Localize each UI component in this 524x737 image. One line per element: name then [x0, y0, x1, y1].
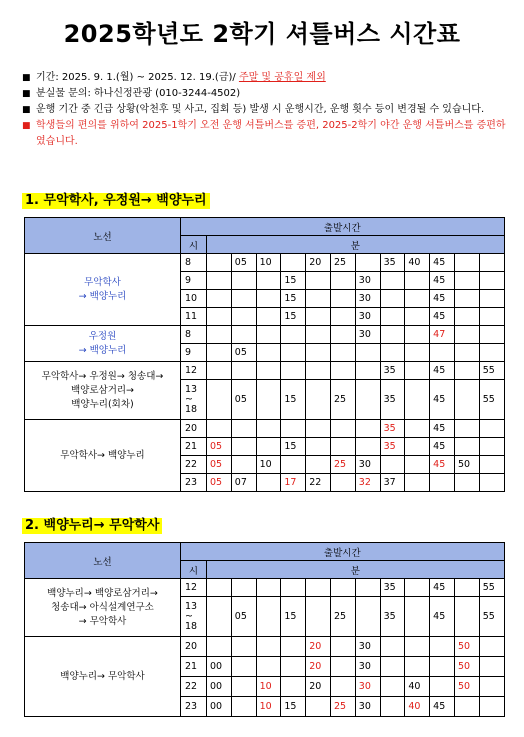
route-line: 무악학사: [84, 276, 121, 288]
minute-cell: [281, 344, 306, 362]
section-title-1: 1. 무악학사, 우정원→ 백양누리: [22, 193, 210, 209]
minute-cell: 37: [380, 474, 405, 492]
minute-cell: 05: [207, 474, 232, 492]
bullet-icon: ■: [22, 105, 31, 115]
minute-cell: [454, 579, 479, 597]
note-text: 학생들의 편의를 위하여 2025-1학기 오전 운행 셔틀버스를 증편, 2025-2학기 야간 운행 셔틀버스를 증편하였습니다.: [36, 120, 506, 147]
minute-cell: [380, 677, 405, 697]
minute-cell: [454, 438, 479, 456]
minute-cell: 45: [430, 290, 455, 308]
minute-cell: 40: [405, 677, 430, 697]
minute-cell: [281, 456, 306, 474]
minute-cell: [330, 420, 355, 438]
minute-cell: [306, 697, 331, 717]
minute-cell: [207, 326, 232, 344]
minute-cell: 22: [306, 474, 331, 492]
hour-cell: 10: [181, 290, 207, 308]
minute-cell: [207, 380, 232, 420]
minute-cell: [231, 697, 256, 717]
minute-cell: 20: [306, 657, 331, 677]
timetable-to-muak: [24, 542, 505, 717]
minute-cell: [281, 362, 306, 380]
minute-cell: [330, 474, 355, 492]
minute-cell: [306, 326, 331, 344]
minute-cell: [405, 380, 430, 420]
table-row: [25, 254, 505, 272]
minute-cell: [256, 597, 281, 637]
minute-cell: 15: [281, 290, 306, 308]
page-title: 2025학년도 2학기 셔틀버스 시간표: [63, 20, 461, 48]
minute-cell: 17: [281, 474, 306, 492]
minute-cell: [380, 308, 405, 326]
minute-cell: 55: [479, 362, 504, 380]
minute-cell: [306, 272, 331, 290]
route-header: 노선: [25, 543, 181, 579]
route-cell: [25, 637, 181, 717]
minute-cell: [207, 637, 232, 657]
hour-cell: 23: [181, 474, 207, 492]
minute-cell: [405, 438, 430, 456]
minute-cell: [405, 597, 430, 637]
minute-header: 분: [207, 236, 505, 254]
minute-cell: 55: [479, 579, 504, 597]
minute-cell: 50: [454, 677, 479, 697]
minute-cell: [231, 657, 256, 677]
minute-cell: [405, 579, 430, 597]
minute-cell: [330, 362, 355, 380]
notes-list: [22, 70, 507, 150]
minute-cell: [256, 438, 281, 456]
bullet-icon: ■: [22, 121, 31, 131]
minute-cell: [231, 438, 256, 456]
note-text: 분실물 문의: 하나신정관광 (010-3244-4502): [36, 88, 241, 99]
note-increase: [22, 118, 507, 150]
hour-cell: 21: [181, 657, 207, 677]
hour-part: 13: [185, 600, 198, 612]
minute-cell: [355, 380, 380, 420]
minute-cell: 45: [430, 579, 455, 597]
minute-cell: [430, 344, 455, 362]
minute-cell: [281, 677, 306, 697]
minute-cell: 05: [231, 344, 256, 362]
minute-cell: [330, 438, 355, 456]
minute-cell: [479, 344, 504, 362]
minute-cell: [355, 579, 380, 597]
minute-cell: 45: [430, 254, 455, 272]
minute-cell: 25: [330, 597, 355, 637]
minute-cell: [330, 344, 355, 362]
minute-cell: [256, 326, 281, 344]
minute-cell: 30: [355, 697, 380, 717]
minute-cell: [479, 420, 504, 438]
minute-cell: 10: [256, 677, 281, 697]
minute-cell: [380, 344, 405, 362]
minute-header: 분: [207, 561, 505, 579]
minute-cell: [256, 579, 281, 597]
minute-cell: [330, 677, 355, 697]
minute-cell: [355, 597, 380, 637]
minute-cell: [380, 290, 405, 308]
minute-cell: [405, 362, 430, 380]
minute-cell: [380, 657, 405, 677]
minute-cell: [330, 308, 355, 326]
minute-cell: [405, 308, 430, 326]
table-row: [25, 420, 505, 438]
minute-cell: [231, 637, 256, 657]
minute-cell: [454, 290, 479, 308]
minute-cell: [207, 254, 232, 272]
minute-cell: 15: [281, 272, 306, 290]
minute-cell: [380, 326, 405, 344]
hour-cell: 22: [181, 456, 207, 474]
minute-cell: [405, 326, 430, 344]
minute-cell: [256, 344, 281, 362]
hour-part: ~: [185, 610, 193, 622]
minute-cell: [306, 380, 331, 420]
route-line: 무악학사→ 우정원→ 청송대→: [41, 370, 164, 382]
hour-cell: 9: [181, 344, 207, 362]
minute-cell: 45: [430, 380, 455, 420]
minute-cell: [330, 579, 355, 597]
minute-cell: [430, 637, 455, 657]
minute-cell: [256, 637, 281, 657]
hour-cell: [181, 597, 207, 637]
minute-cell: 07: [231, 474, 256, 492]
minute-cell: 15: [281, 697, 306, 717]
minute-cell: [231, 362, 256, 380]
minute-cell: [330, 657, 355, 677]
minute-cell: 10: [256, 254, 281, 272]
minute-cell: [207, 579, 232, 597]
minute-cell: [430, 677, 455, 697]
minute-cell: [306, 308, 331, 326]
minute-cell: [306, 420, 331, 438]
minute-cell: [231, 272, 256, 290]
minute-cell: [405, 474, 430, 492]
route-cell: [25, 362, 181, 420]
hour-part: ~: [185, 393, 193, 405]
hour-part: 13: [185, 383, 198, 395]
minute-cell: [231, 579, 256, 597]
hour-cell: 20: [181, 637, 207, 657]
route-cell: [25, 254, 181, 326]
minute-cell: [207, 597, 232, 637]
minute-cell: [430, 657, 455, 677]
hour-cell: 8: [181, 326, 207, 344]
bullet-icon: ■: [22, 89, 31, 99]
minute-cell: [330, 637, 355, 657]
minute-cell: 40: [405, 697, 430, 717]
minute-cell: 20: [306, 637, 331, 657]
route-line: 무악학사→ 백양누리: [60, 449, 145, 461]
minute-cell: [454, 380, 479, 420]
minute-cell: [281, 579, 306, 597]
route-cell: [25, 420, 181, 492]
hour-header: 시: [181, 236, 207, 254]
hour-cell: 8: [181, 254, 207, 272]
minute-cell: 25: [330, 380, 355, 420]
minute-cell: 25: [330, 456, 355, 474]
minute-cell: 30: [355, 326, 380, 344]
minute-cell: [479, 308, 504, 326]
minute-cell: [207, 420, 232, 438]
route-line: 백양누리→ 무악학사: [60, 670, 145, 682]
minute-cell: [306, 597, 331, 637]
minute-cell: 35: [380, 362, 405, 380]
minute-cell: 15: [281, 380, 306, 420]
minute-cell: [281, 657, 306, 677]
route-line: → 백양누리: [78, 344, 127, 356]
minute-cell: 32: [355, 474, 380, 492]
minute-cell: [306, 362, 331, 380]
minute-cell: 25: [330, 254, 355, 272]
minute-cell: [405, 272, 430, 290]
minute-cell: [256, 272, 281, 290]
minute-cell: [405, 344, 430, 362]
minute-cell: [207, 290, 232, 308]
minute-cell: 05: [207, 456, 232, 474]
minute-cell: 25: [330, 697, 355, 717]
minute-cell: 15: [281, 438, 306, 456]
note-text: 기간: 2025. 9. 1.(월) ~ 2025. 12. 19.(금)/: [36, 72, 239, 83]
minute-cell: [330, 326, 355, 344]
minute-cell: [207, 272, 232, 290]
minute-cell: 05: [231, 597, 256, 637]
minute-cell: [479, 456, 504, 474]
table-row: [25, 362, 505, 380]
timetable-to-baekyang: [24, 217, 505, 492]
minute-cell: [479, 254, 504, 272]
minute-cell: [355, 362, 380, 380]
minute-cell: [231, 420, 256, 438]
route-line: 백양누리→ 백양로삼거리→: [47, 587, 158, 599]
minute-cell: [330, 272, 355, 290]
minute-cell: [306, 344, 331, 362]
minute-cell: [479, 290, 504, 308]
minute-cell: [231, 308, 256, 326]
minute-cell: [380, 272, 405, 290]
route-line: → 백양누리: [78, 290, 127, 302]
minute-cell: 35: [380, 438, 405, 456]
minute-cell: 15: [281, 308, 306, 326]
minute-cell: [355, 420, 380, 438]
note-text: 운행 기간 중 긴급 상황(악천후 및 사고, 집회 등) 발생 시 운행시간, 운행 횟수 등이 변경될 수 있습니다.: [36, 104, 485, 115]
minute-cell: [454, 420, 479, 438]
minute-cell: 30: [355, 290, 380, 308]
minute-cell: [256, 290, 281, 308]
minute-cell: 55: [479, 597, 504, 637]
minute-cell: [454, 344, 479, 362]
hour-cell: [181, 380, 207, 420]
minute-cell: 35: [380, 579, 405, 597]
minute-cell: [355, 254, 380, 272]
minute-cell: 30: [355, 308, 380, 326]
minute-cell: 00: [207, 657, 232, 677]
hour-cell: 11: [181, 308, 207, 326]
minute-cell: 45: [430, 362, 455, 380]
minute-cell: [454, 597, 479, 637]
route-line: → 무악학사: [78, 615, 127, 627]
note-period: [22, 70, 507, 86]
minute-cell: [479, 657, 504, 677]
hour-cell: 12: [181, 579, 207, 597]
minute-cell: 50: [454, 456, 479, 474]
minute-cell: 30: [355, 456, 380, 474]
minute-cell: 50: [454, 637, 479, 657]
minute-cell: [479, 474, 504, 492]
minute-cell: 45: [430, 272, 455, 290]
minute-cell: [355, 438, 380, 456]
hour-cell: 9: [181, 272, 207, 290]
hour-cell: 12: [181, 362, 207, 380]
minute-cell: [306, 290, 331, 308]
minute-cell: [454, 272, 479, 290]
minute-cell: 05: [231, 380, 256, 420]
route-line: 청송대→ 아식설계연구소: [51, 601, 154, 613]
minute-cell: [281, 420, 306, 438]
table-row: [25, 637, 505, 657]
minute-cell: [479, 697, 504, 717]
minute-cell: 45: [430, 438, 455, 456]
minute-cell: [281, 254, 306, 272]
departure-header: 출발시간: [181, 543, 505, 561]
minute-cell: 40: [405, 254, 430, 272]
hour-part: 18: [185, 620, 198, 632]
note-warning: 주말 및 공휴일 제외: [238, 72, 326, 83]
minute-cell: [380, 637, 405, 657]
minute-cell: 45: [430, 597, 455, 637]
hour-cell: 21: [181, 438, 207, 456]
minute-cell: 45: [430, 456, 455, 474]
minute-cell: [479, 438, 504, 456]
minute-cell: [405, 456, 430, 474]
minute-cell: [256, 420, 281, 438]
minute-cell: [306, 456, 331, 474]
minute-cell: [405, 657, 430, 677]
minute-cell: [454, 474, 479, 492]
hour-part: 18: [185, 403, 198, 415]
minute-cell: 45: [430, 308, 455, 326]
minute-cell: 55: [479, 380, 504, 420]
table-row: [25, 579, 505, 597]
hour-cell: 22: [181, 677, 207, 697]
minute-cell: 20: [306, 677, 331, 697]
minute-cell: 35: [380, 597, 405, 637]
minute-cell: [256, 308, 281, 326]
minute-cell: [380, 456, 405, 474]
minute-cell: 45: [430, 697, 455, 717]
minute-cell: [231, 290, 256, 308]
route-line: 백양로삼거리→: [70, 384, 135, 396]
minute-cell: [306, 438, 331, 456]
minute-cell: [454, 697, 479, 717]
minute-cell: 00: [207, 697, 232, 717]
minute-cell: 30: [355, 657, 380, 677]
minute-cell: 30: [355, 272, 380, 290]
hour-cell: 20: [181, 420, 207, 438]
section-title-2: 2. 백양누리→ 무악학사: [22, 518, 162, 534]
minute-cell: [405, 420, 430, 438]
minute-cell: [380, 697, 405, 717]
hour-cell: 23: [181, 697, 207, 717]
minute-cell: 50: [454, 657, 479, 677]
minute-cell: 05: [231, 254, 256, 272]
route-line: 백양누리(회차): [71, 398, 134, 410]
departure-header: 출발시간: [181, 218, 505, 236]
minute-cell: [231, 677, 256, 697]
minute-cell: 35: [380, 420, 405, 438]
minute-cell: 45: [430, 420, 455, 438]
minute-cell: [281, 326, 306, 344]
hour-header: 시: [181, 561, 207, 579]
route-header: 노선: [25, 218, 181, 254]
minute-cell: 47: [430, 326, 455, 344]
minute-cell: [207, 362, 232, 380]
minute-cell: 10: [256, 456, 281, 474]
note-emergency: [22, 102, 507, 118]
minute-cell: [231, 456, 256, 474]
minute-cell: 10: [256, 697, 281, 717]
bullet-icon: ■: [22, 73, 31, 83]
minute-cell: [330, 290, 355, 308]
minute-cell: [430, 474, 455, 492]
minute-cell: [256, 657, 281, 677]
route-cell: [25, 579, 181, 637]
minute-cell: [355, 344, 380, 362]
minute-cell: [454, 308, 479, 326]
minute-cell: [231, 326, 256, 344]
minute-cell: [256, 362, 281, 380]
minute-cell: [207, 344, 232, 362]
minute-cell: 00: [207, 677, 232, 697]
minute-cell: [281, 637, 306, 657]
minute-cell: [405, 290, 430, 308]
minute-cell: [454, 254, 479, 272]
minute-cell: [479, 677, 504, 697]
minute-cell: 35: [380, 380, 405, 420]
minute-cell: [479, 272, 504, 290]
minute-cell: 20: [306, 254, 331, 272]
minute-cell: 35: [380, 254, 405, 272]
minute-cell: [479, 326, 504, 344]
route-cell: [25, 326, 181, 362]
minute-cell: [454, 326, 479, 344]
minute-cell: 15: [281, 597, 306, 637]
minute-cell: [207, 308, 232, 326]
minute-cell: [306, 579, 331, 597]
route-line: 우정원: [88, 330, 117, 342]
minute-cell: [256, 380, 281, 420]
minute-cell: 30: [355, 637, 380, 657]
minute-cell: 30: [355, 677, 380, 697]
minute-cell: [256, 474, 281, 492]
note-lost-found: [22, 86, 507, 102]
minute-cell: 05: [207, 438, 232, 456]
table-row: [25, 326, 505, 344]
minute-cell: [405, 637, 430, 657]
minute-cell: [454, 362, 479, 380]
minute-cell: [479, 637, 504, 657]
